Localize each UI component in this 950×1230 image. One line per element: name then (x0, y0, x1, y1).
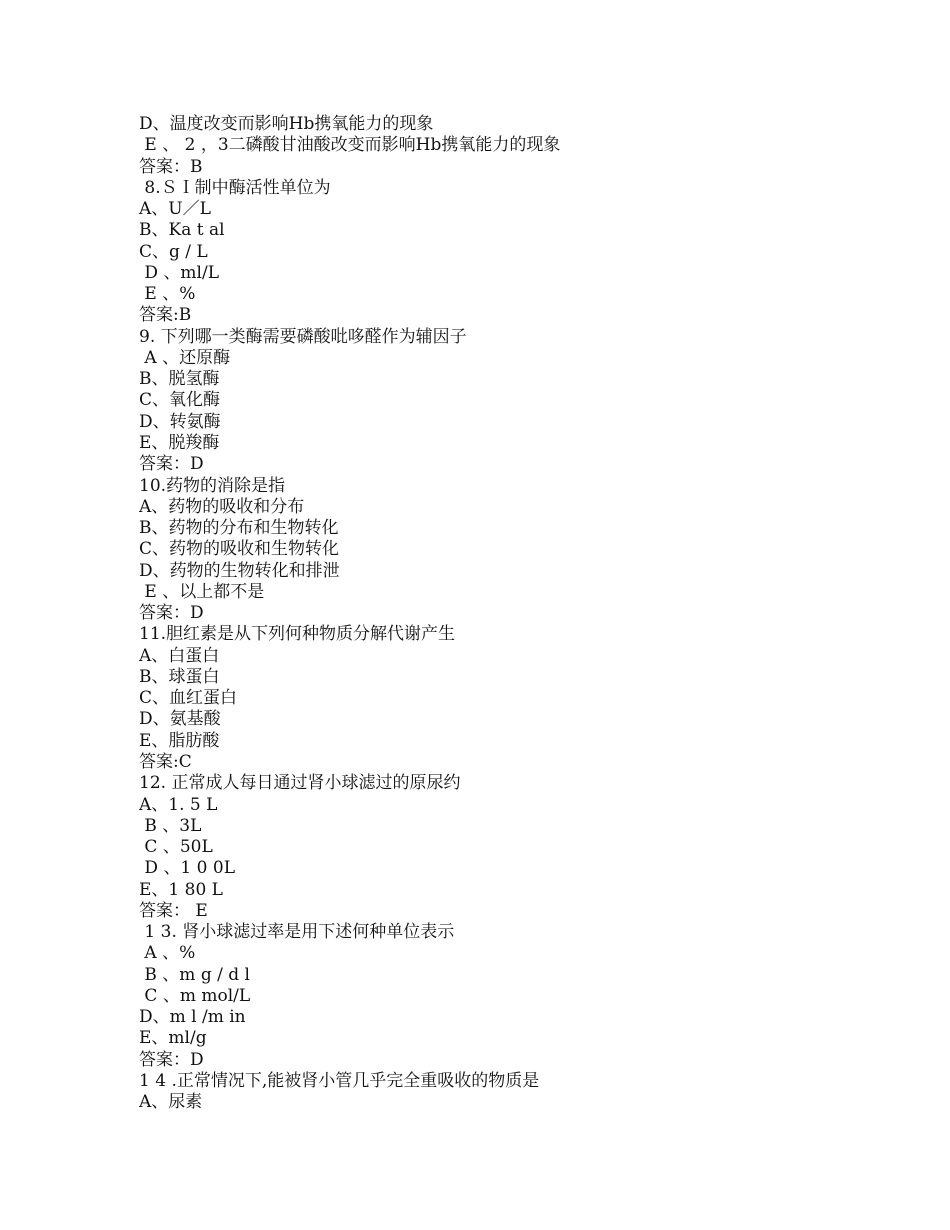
text-line: 1 3. 肾小球滤过率是用下述何种单位表示 (139, 922, 455, 943)
text-line: E、脂肪酸 (139, 730, 220, 751)
text-line: D 、1 0 0L (139, 858, 235, 879)
text-line: D、温度改变而影响Hb携氧能力的现象 (139, 114, 434, 134)
text-line: A、1. 5 L (139, 794, 218, 815)
text-line: 1 4 .正常情况下,能被肾小管几乎完全重吸收的物质是 (139, 1070, 540, 1091)
text-line: A 、还原酶 (139, 347, 231, 368)
text-line: D、转氨酶 (139, 411, 221, 432)
text-line: 答案：D (139, 603, 204, 624)
text-line: 8.ＳＩ制中酶活性单位为 (139, 177, 331, 198)
text-line: B 、3L (139, 815, 202, 836)
text-line: E、ml/g (139, 1028, 207, 1049)
text-line: 9. 下列哪一类酶需要磷酸吡哆醛作为辅因子 (139, 326, 467, 347)
text-line: 答案：B (139, 156, 203, 177)
text-line: D 、ml/L (139, 262, 220, 283)
text-line: E、1 80 L (139, 879, 223, 900)
text-line: A 、% (139, 943, 196, 964)
text-line: 答案:C (139, 751, 192, 772)
text-line: A、U／L (139, 199, 211, 220)
text-line: C、g / L (139, 241, 208, 262)
text-line: B、药物的分布和生物转化 (139, 518, 339, 539)
text-line: E 、 2 ，3二磷酸甘油酸改变而影响Hb携氧能力的现象 (139, 135, 561, 156)
text-line: 12. 正常成人每日通过肾小球滤过的原尿约 (139, 773, 461, 794)
text-line: C 、m mol/L (139, 985, 251, 1006)
text-line: D、m l /m in (139, 1007, 246, 1028)
text-line: 答案：D (139, 1049, 204, 1070)
text-line: B、Ka t al (139, 220, 225, 241)
text-line: B 、m g / d l (139, 964, 250, 985)
text-line: A、药物的吸收和分布 (139, 496, 305, 517)
text-line: 答案:B (139, 305, 192, 326)
text-line: C、药物的吸收和生物转化 (139, 539, 340, 560)
text-line: B、球蛋白 (139, 666, 220, 687)
text-line: 答案： E (139, 900, 208, 921)
text-line: C 、50L (139, 837, 213, 858)
text-line: E、脱羧酶 (139, 432, 220, 453)
text-line: 答案：D (139, 454, 204, 475)
text-line: D、氨基酸 (139, 709, 221, 730)
text-line: C、氧化酶 (139, 390, 221, 411)
text-line: B、脱氢酶 (139, 369, 220, 390)
text-line: E 、% (139, 284, 196, 305)
text-line: E 、以上都不是 (139, 581, 265, 602)
document-text (139, 114, 899, 1113)
text-line: 11.胆红素是从下列何种物质分解代谢产生 (139, 624, 456, 645)
text-line: C、血红蛋白 (139, 688, 238, 709)
text-line: 10.药物的消除是指 (139, 475, 286, 496)
text-line: A、尿素 (139, 1092, 203, 1113)
text-line: A、白蛋白 (139, 645, 220, 666)
text-line: D、药物的生物转化和排泄 (139, 560, 340, 581)
